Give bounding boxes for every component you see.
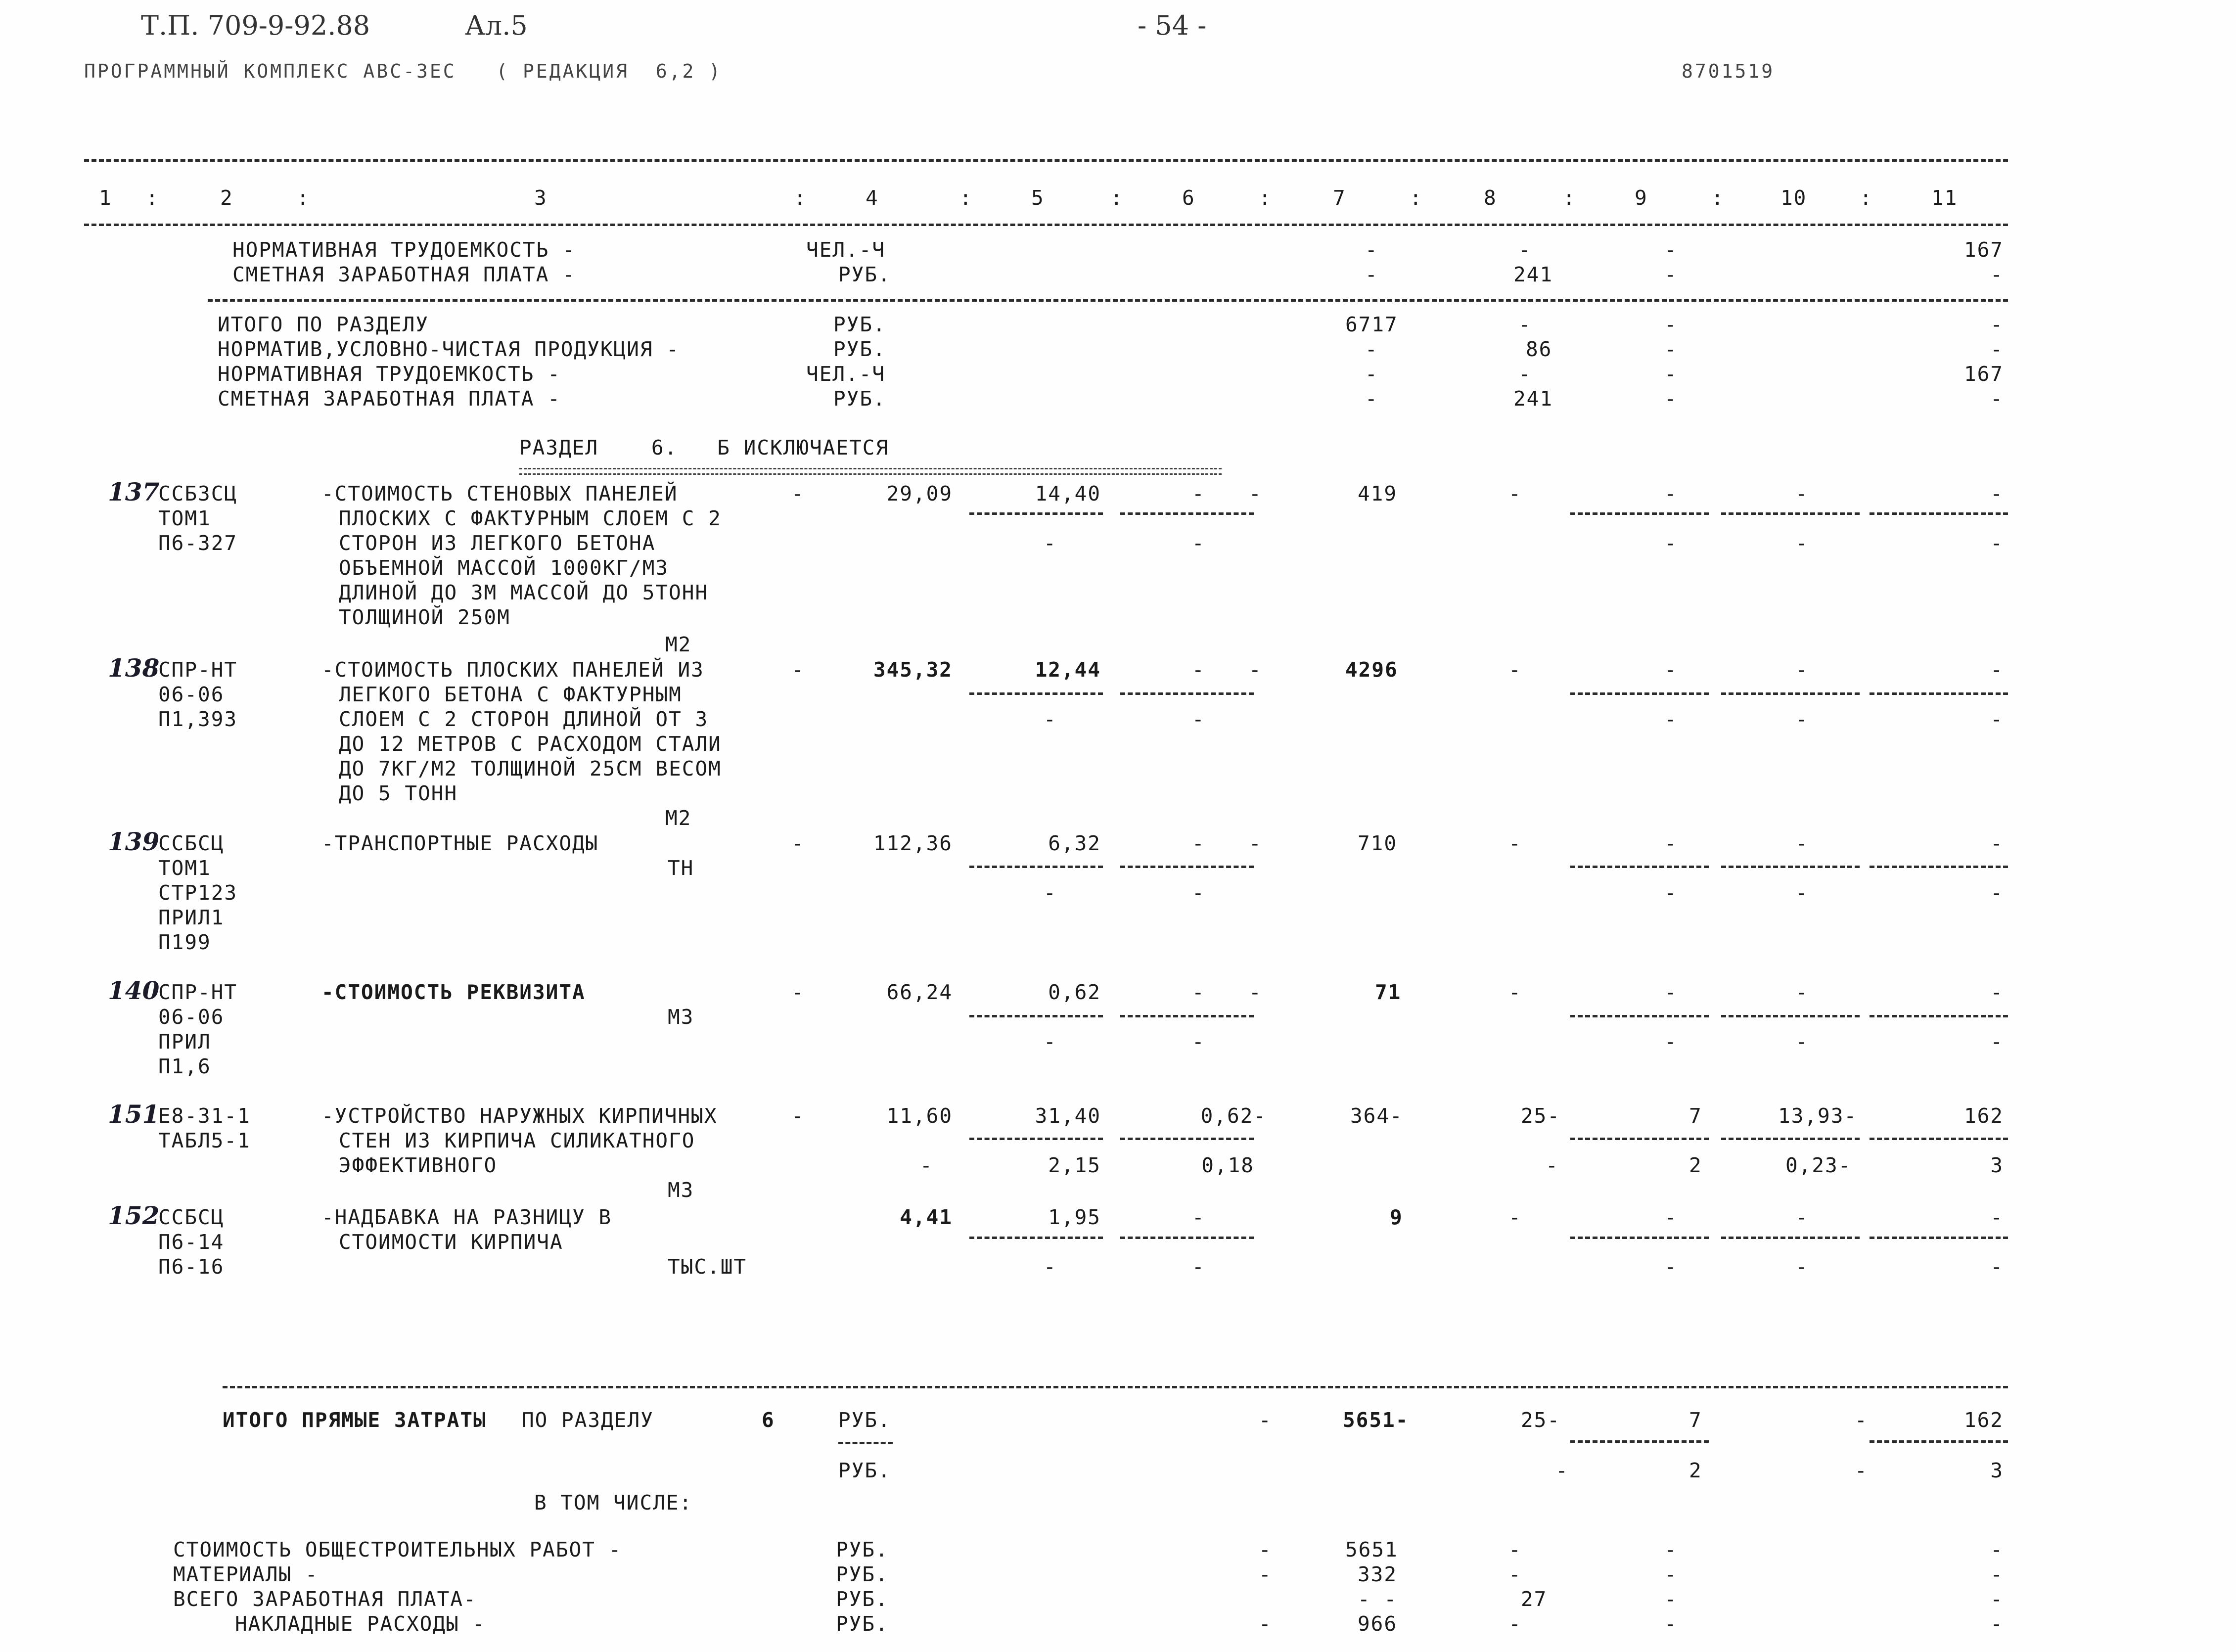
row-c11: - [1990, 831, 2004, 855]
overhead-unit: РУБ. [836, 1612, 889, 1636]
doc-code: Т.П. 709-9-92.88 [141, 10, 370, 41]
direct-costs-c11b: 3 [1990, 1459, 2004, 1482]
labor2-c8: - [1518, 362, 1532, 386]
row-c5: 1,95 [1048, 1205, 1101, 1229]
row-c7: 9 [1390, 1205, 1403, 1229]
row-c11: - [1990, 980, 2004, 1004]
direct-costs-c10: - [1855, 1408, 1868, 1432]
row-c6: - [1192, 980, 1205, 1004]
row-c9-rule [1570, 1138, 1709, 1140]
row-c9: - [1664, 831, 1678, 855]
row-c11b: - [1990, 881, 2004, 905]
row-c10: - [1795, 658, 1809, 682]
labor-c7: - [1365, 238, 1378, 262]
wages-unit: РУБ. [836, 1587, 889, 1611]
direct-costs-label: ИТОГО ПРЯМЫЕ ЗАТРАТЫ [223, 1408, 487, 1432]
row-c9: - [1664, 658, 1678, 682]
row-c6x: - [1249, 482, 1262, 505]
row-c6: 0,62- [1200, 1104, 1267, 1128]
labor2-label: НОРМАТИВНАЯ ТРУДОЕМКОСТЬ - [218, 362, 561, 386]
row-code-line: ТОМ1 [158, 506, 211, 530]
row-c11b: - [1990, 531, 2004, 555]
row-c10b: - [1795, 707, 1809, 731]
row-c11-rule [1870, 1015, 2008, 1017]
direct-c11-rule [1870, 1440, 2008, 1443]
row-c5b: - [1044, 531, 1057, 555]
row-c5b: 2,15 [1048, 1153, 1101, 1177]
direct-costs-c8: 25- [1521, 1408, 1561, 1432]
row-desc-line: ЭФФЕКТИВНОГО [339, 1153, 498, 1177]
col-sep: : [1259, 186, 1272, 210]
row-c6x: - [1249, 980, 1262, 1004]
row-code-line: ПРИЛ1 [158, 906, 225, 929]
materials-c9: - [1664, 1562, 1678, 1586]
row-code-line: ТАБЛ5-1 [158, 1129, 251, 1152]
salary2-unit: РУБ. [833, 387, 886, 411]
row-c10-rule [1721, 1015, 1860, 1017]
row-code-line: ССБЗСЦ [158, 482, 238, 505]
row-c7: 710 [1358, 831, 1398, 855]
row-c10b: - [1795, 1255, 1809, 1279]
row-c4-dash: - [791, 831, 805, 855]
col-7: 7 [1333, 186, 1346, 210]
row-unit: М3 [668, 1005, 694, 1029]
row-code-line: П6-327 [158, 531, 238, 555]
salary-c9: - [1664, 263, 1678, 286]
labor2-c7: - [1365, 362, 1378, 386]
row-code-line: ССБСЦ [158, 1205, 225, 1229]
section-title-underline [519, 468, 1222, 475]
row-desc-line: СТОРОН ИЗ ЛЕГКОГО БЕТОНА [339, 531, 656, 555]
overhead-c6: - [1259, 1612, 1272, 1636]
labor-unit: ЧЕЛ.-Ч [806, 238, 886, 262]
row-c6b: - [1192, 531, 1205, 555]
row-desc-line: ПЛОСКИХ С ФАКТУРНЫМ СЛОЕМ С 2 [339, 506, 722, 530]
row-c11: 162 [1963, 1104, 2004, 1128]
row-c11: - [1990, 482, 2004, 505]
row-c7: 71 [1375, 980, 1402, 1004]
row-code-line: П6-14 [158, 1230, 225, 1254]
direct-costs-c6: - [1259, 1408, 1272, 1432]
row-c8b: - [1546, 1153, 1559, 1177]
row-desc-line: ЛЕГКОГО БЕТОНА С ФАКТУРНЫМ [339, 683, 682, 706]
row-c9-rule [1570, 1237, 1709, 1239]
total-unit: РУБ. [833, 313, 886, 336]
row-c11: - [1990, 1205, 2004, 1229]
row-c9: - [1664, 1205, 1678, 1229]
doc-number: 8701519 [1682, 60, 1775, 82]
row-c8: - [1508, 482, 1522, 505]
row-c6b: - [1192, 707, 1205, 731]
salary-label: СМЕТНАЯ ЗАРАБОТНАЯ ПЛАТА - [232, 263, 576, 286]
general-works-label: СТОИМОСТЬ ОБЩЕСТРОИТЕЛЬНЫХ РАБОТ - [173, 1538, 622, 1561]
total-c9: - [1664, 313, 1678, 336]
col-4: 4 [866, 186, 879, 210]
row-code-line: П1,393 [158, 707, 238, 731]
labor2-c11: 167 [1963, 362, 2004, 386]
row-c6: - [1192, 482, 1205, 505]
materials-unit: РУБ. [836, 1562, 889, 1586]
row-c9b: - [1664, 531, 1678, 555]
row-c10: - [1795, 831, 1809, 855]
total-label: ИТОГО ПО РАЗДЕЛУ [218, 313, 429, 336]
total-c11: - [1990, 313, 2004, 336]
materials-c6: - [1259, 1562, 1272, 1586]
wages-c7: - - [1358, 1587, 1398, 1611]
col-sep: : [146, 186, 159, 210]
row-c8: - [1508, 831, 1522, 855]
row-c11-rule [1870, 512, 2008, 515]
row-c9: 7 [1689, 1104, 1702, 1128]
row-c6-rule [1120, 1015, 1254, 1017]
row-c5b: - [1044, 1255, 1057, 1279]
col-sep: : [1410, 186, 1423, 210]
row-c4: 345,32 [873, 658, 953, 682]
row-number: 139 [108, 827, 160, 856]
labor-c8: - [1518, 238, 1532, 262]
row-c9-rule [1570, 866, 1709, 868]
row-c9: - [1664, 482, 1678, 505]
row-c10-rule [1721, 866, 1860, 868]
general-works-c7: 5651 [1345, 1538, 1398, 1561]
salary-unit: РУБ. [838, 263, 891, 286]
row-c5: 31,40 [1035, 1104, 1101, 1128]
col-sep: : [297, 186, 310, 210]
col-5: 5 [1031, 186, 1045, 210]
row-c5b: - [1044, 1030, 1057, 1054]
col-9: 9 [1635, 186, 1648, 210]
row-c9b: - [1664, 1255, 1678, 1279]
row-c11-rule [1870, 1237, 2008, 1239]
row-c7: 419 [1358, 482, 1398, 505]
row-c10-rule [1721, 512, 1860, 515]
row-code-line: ПРИЛ [158, 1030, 211, 1054]
direct-costs-c10b: - [1855, 1459, 1868, 1482]
row-c4-dash: - [791, 980, 805, 1004]
labor-label: НОРМАТИВНАЯ ТРУДОЕМКОСТЬ - [232, 238, 576, 262]
salary2-c11: - [1990, 387, 2004, 411]
wages-c11: - [1990, 1587, 2004, 1611]
row-c9: - [1664, 980, 1678, 1004]
row-c10: - [1795, 482, 1809, 505]
col-sep: : [1563, 186, 1576, 210]
direct-costs-section: 6 [762, 1408, 775, 1432]
row-c10b: 0,23- [1785, 1153, 1852, 1177]
row-c5-rule [969, 512, 1103, 515]
page-number: - 54 - [1138, 10, 1207, 41]
materials-c8: - [1508, 1562, 1522, 1586]
row-c4: 29,09 [886, 482, 953, 505]
wages-c8: 27 [1521, 1587, 1548, 1611]
normative-label: НОРМАТИВ,УСЛОВНО-ЧИСТАЯ ПРОДУКЦИЯ - [218, 337, 680, 361]
overhead-label: НАКЛАДНЫЕ РАСХОДЫ - [235, 1612, 486, 1636]
labor-c11: 167 [1963, 238, 2004, 262]
row-c5: 0,62 [1048, 980, 1101, 1004]
general-works-c9: - [1664, 1538, 1678, 1561]
row-unit: М2 [665, 633, 692, 656]
row-c8: 25- [1521, 1104, 1561, 1128]
row-desc-line: -НАДБАВКА НА РАЗНИЦУ В [321, 1205, 612, 1229]
row-code-line: СПР-НТ [158, 980, 238, 1004]
row-desc-line: ДО 5 ТОНН [339, 781, 458, 805]
row-c10b: - [1795, 1030, 1809, 1054]
row-desc-line: ДО 12 МЕТРОВ С РАСХОДОМ СТАЛИ [339, 732, 722, 756]
row-c6-rule [1120, 692, 1254, 695]
direct-c9-rule [1570, 1440, 1709, 1443]
materials-c11: - [1990, 1562, 2004, 1586]
total-c8: - [1518, 313, 1532, 336]
top-block-rule [208, 299, 2008, 302]
row-code-line: ССБСЦ [158, 831, 225, 855]
direct-costs-c9b: 2 [1689, 1459, 1702, 1482]
row-code-line: П199 [158, 930, 211, 954]
row-desc-line: -УСТРОЙСТВО НАРУЖНЫХ КИРПИЧНЫХ [321, 1104, 718, 1128]
row-c11b: - [1990, 1030, 2004, 1054]
general-works-unit: РУБ. [836, 1538, 889, 1561]
including-heading: В ТОМ ЧИСЛЕ: [534, 1491, 693, 1514]
col-8: 8 [1484, 186, 1497, 210]
salary-c7: - [1365, 263, 1378, 286]
direct-costs-c11: 162 [1963, 1408, 2004, 1432]
row-code-line: ТОМ1 [158, 856, 211, 880]
row-c6b: 0,18 [1201, 1153, 1254, 1177]
wages-c9: - [1664, 1587, 1678, 1611]
col-10: 10 [1780, 186, 1807, 210]
row-number: 137 [108, 477, 160, 506]
labor2-unit: ЧЕЛ.-Ч [806, 362, 886, 386]
row-unit: ТН [668, 856, 694, 880]
row-c8: - [1508, 658, 1522, 682]
col-sep: : [1711, 186, 1725, 210]
row-c6x: - [1249, 658, 1262, 682]
salary-c11: - [1990, 263, 2004, 286]
row-c10: - [1795, 980, 1809, 1004]
program-title: ПРОГРАММНЫЙ КОМПЛЕКС АВС-3ЕС ( РЕДАКЦИЯ 6,2 ) [84, 60, 723, 82]
row-c5-rule [969, 1138, 1103, 1140]
row-c5: 14,40 [1035, 482, 1101, 505]
row-c11-rule [1870, 692, 2008, 695]
row-desc-line: ТОЛЩИНОЙ 250М [339, 605, 510, 629]
row-desc-line: -ТРАНСПОРТНЫЕ РАСХОДЫ [321, 831, 599, 855]
row-number: 140 [108, 976, 160, 1005]
row-c4: 4,41 [900, 1205, 953, 1229]
row-c4b: - [920, 1153, 933, 1177]
row-code-line: 06-06 [158, 1005, 225, 1029]
row-c6-rule [1120, 1138, 1254, 1140]
row-c4-dash: - [791, 1104, 805, 1128]
row-c9b: 2 [1689, 1153, 1702, 1177]
row-desc-line: -СТОИМОСТЬ РЕКВИЗИТА [321, 980, 586, 1004]
total-c7: 6717 [1345, 313, 1398, 336]
col-2: 2 [220, 186, 233, 210]
row-c6: - [1192, 831, 1205, 855]
salary2-c9: - [1664, 387, 1678, 411]
row-number: 151 [108, 1100, 160, 1129]
salary2-c8: 241 [1513, 387, 1553, 411]
direct-costs-unit: РУБ. [838, 1408, 891, 1432]
normative-c7: - [1365, 337, 1378, 361]
row-c6: - [1192, 1205, 1205, 1229]
table-top-rule [84, 159, 2008, 162]
direct-costs-rule [223, 1386, 2008, 1388]
direct-costs-c7: 5651- [1343, 1408, 1409, 1432]
direct-costs-unit2: РУБ. [838, 1459, 891, 1482]
row-desc-line: -СТОИМОСТЬ СТЕНОВЫХ ПАНЕЛЕЙ [321, 482, 678, 505]
row-desc-line: СТЕН ИЗ КИРПИЧА СИЛИКАТНОГО [339, 1129, 695, 1152]
overhead-c7: 966 [1358, 1612, 1398, 1636]
section-title: РАЗДЕЛ 6. Б ИСКЛЮЧАЕТСЯ [519, 436, 889, 459]
row-unit: М3 [668, 1178, 694, 1202]
wages-label: ВСЕГО ЗАРАБОТНАЯ ПЛАТА- [173, 1587, 477, 1611]
row-c11b: 3 [1990, 1153, 2004, 1177]
row-c4-dash: - [791, 658, 805, 682]
general-works-c6: - [1259, 1538, 1272, 1561]
normative-c11: - [1990, 337, 2004, 361]
row-c11-rule [1870, 866, 2008, 868]
row-c10: - [1795, 1205, 1809, 1229]
salary-c8: 241 [1513, 263, 1553, 286]
row-unit: М2 [665, 806, 692, 830]
row-desc-line: ДЛИНОЙ ДО 3М МАССОЙ ДО 5ТОНН [339, 581, 709, 604]
row-c6b: - [1192, 881, 1205, 905]
row-desc-line: СТОИМОСТИ КИРПИЧА [339, 1230, 563, 1254]
row-c6: - [1192, 658, 1205, 682]
album-number: Ал.5 [465, 10, 528, 41]
row-desc-line: -СТОИМОСТЬ ПЛОСКИХ ПАНЕЛЕЙ ИЗ [321, 658, 704, 682]
row-code-line: 06-06 [158, 683, 225, 706]
col-6: 6 [1182, 186, 1195, 210]
row-c7: 364- [1350, 1104, 1403, 1128]
row-c11: - [1990, 658, 2004, 682]
row-desc-line: ДО 7КГ/М2 ТОЛЩИНОЙ 25СМ ВЕСОМ [339, 757, 722, 780]
overhead-c9: - [1664, 1612, 1678, 1636]
row-c6-rule [1120, 512, 1254, 515]
salary2-c7: - [1365, 387, 1378, 411]
general-works-c11: - [1990, 1538, 2004, 1561]
row-c8: - [1508, 1205, 1522, 1229]
row-desc-line: СЛОЕМ С 2 СТОРОН ДЛИНОЙ ОТ 3 [339, 707, 709, 731]
row-code-line: СТР123 [158, 881, 238, 905]
row-c9-rule [1570, 1015, 1709, 1017]
row-c5: 6,32 [1048, 831, 1101, 855]
row-c8: - [1508, 980, 1522, 1004]
labor-c9: - [1664, 238, 1678, 262]
row-c10: 13,93- [1778, 1104, 1858, 1128]
normative-unit: РУБ. [833, 337, 886, 361]
overhead-c11: - [1990, 1612, 2004, 1636]
col-sep: : [1110, 186, 1124, 210]
row-c6x: - [1249, 831, 1262, 855]
row-c4-dash: - [791, 482, 805, 505]
materials-label: МАТЕРИАЛЫ - [173, 1562, 319, 1586]
row-unit: ТЫС.ШТ [668, 1255, 747, 1279]
col-3: 3 [534, 186, 548, 210]
salary2-label: СМЕТНАЯ ЗАРАБОТНАЯ ПЛАТА - [218, 387, 561, 411]
direct-costs-c9: 7 [1689, 1408, 1702, 1432]
row-c6-rule [1120, 1237, 1254, 1239]
row-number: 138 [108, 653, 160, 683]
row-c9b: - [1664, 1030, 1678, 1054]
row-c5-rule [969, 866, 1103, 868]
row-c4: 112,36 [873, 831, 953, 855]
row-c9-rule [1570, 692, 1709, 695]
row-c10b: - [1795, 881, 1809, 905]
general-works-c8: - [1508, 1538, 1522, 1561]
row-code-line: Е8-31-1 [158, 1104, 251, 1128]
row-c6-rule [1120, 866, 1254, 868]
labor2-c9: - [1664, 362, 1678, 386]
row-c5-rule [969, 692, 1103, 695]
row-c5b: - [1044, 881, 1057, 905]
row-c5: 12,44 [1035, 658, 1101, 682]
normative-c9: - [1664, 337, 1678, 361]
row-c6b: - [1192, 1030, 1205, 1054]
row-number: 152 [108, 1201, 160, 1230]
direct-unit-rule [838, 1442, 893, 1444]
row-c10-rule [1721, 1237, 1860, 1239]
row-c4: 66,24 [886, 980, 953, 1004]
normative-c8: 86 [1526, 337, 1552, 361]
row-desc-line: ОБЪЕМНОЙ МАССОЙ 1000КГ/М3 [339, 556, 669, 580]
col-sep: : [1860, 186, 1873, 210]
col-1: 1 [99, 186, 112, 210]
row-c9-rule [1570, 512, 1709, 515]
row-c11b: - [1990, 1255, 2004, 1279]
materials-c7: 332 [1358, 1562, 1398, 1586]
row-c9b: - [1664, 881, 1678, 905]
row-c10-rule [1721, 692, 1860, 695]
row-c9b: - [1664, 707, 1678, 731]
row-c5-rule [969, 1237, 1103, 1239]
col-sep: : [959, 186, 973, 210]
row-c10-rule [1721, 1138, 1860, 1140]
row-code-line: П1,6 [158, 1055, 211, 1078]
direct-costs-c8b: - [1555, 1459, 1569, 1482]
row-c10b: - [1795, 531, 1809, 555]
row-c5b: - [1044, 707, 1057, 731]
col-sep: : [794, 186, 807, 210]
overhead-c8: - [1508, 1612, 1522, 1636]
row-c5-rule [969, 1015, 1103, 1017]
row-code-line: П6-16 [158, 1255, 225, 1279]
direct-costs-label2: ПО РАЗДЕЛУ [522, 1408, 654, 1432]
column-header-rule [84, 224, 2008, 226]
row-c11b: - [1990, 707, 2004, 731]
row-code-line: СПР-НТ [158, 658, 238, 682]
col-11: 11 [1931, 186, 1958, 210]
row-c11-rule [1870, 1138, 2008, 1140]
row-c6b: - [1192, 1255, 1205, 1279]
row-c4: 11,60 [886, 1104, 953, 1128]
row-c7: 4296 [1345, 658, 1398, 682]
